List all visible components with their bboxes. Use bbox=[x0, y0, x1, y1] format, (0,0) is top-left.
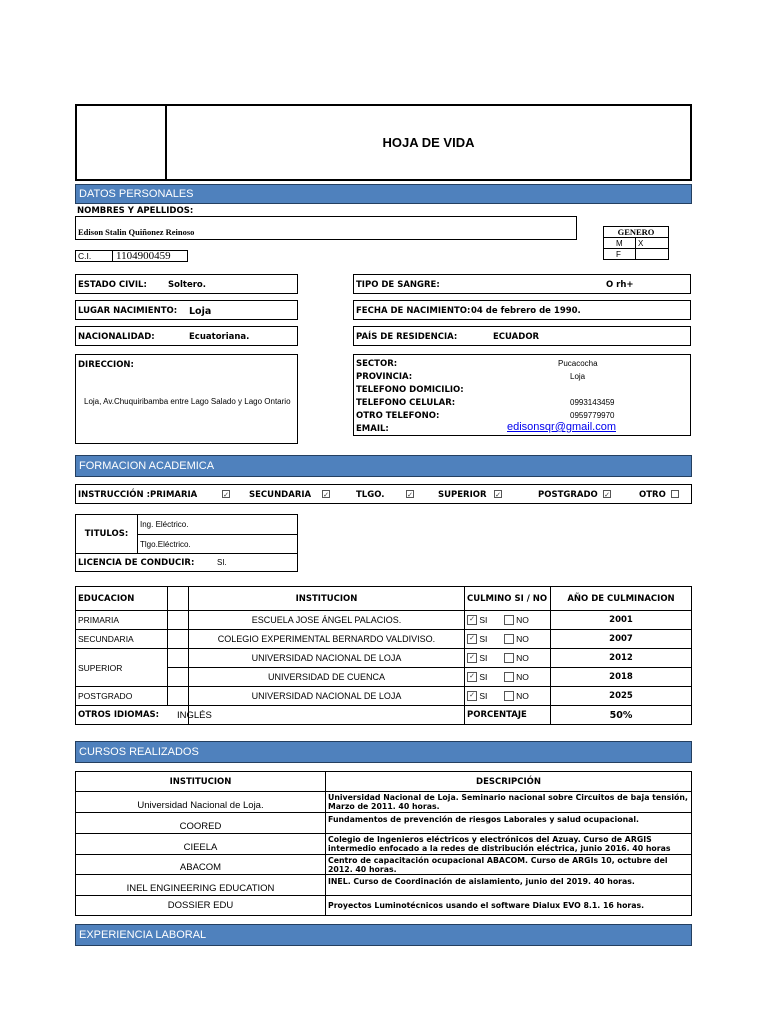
birthdate-value: 04 de febrero de 1990. bbox=[471, 306, 581, 316]
nationality-label: NACIONALIDAD: bbox=[78, 332, 155, 342]
table-row bbox=[76, 611, 692, 630]
edu-finished bbox=[465, 649, 551, 668]
table-row bbox=[76, 687, 692, 706]
gender-m-mark: X bbox=[635, 237, 669, 249]
level-postgrado: POSTGRADO bbox=[538, 490, 598, 500]
level-superior: SUPERIOR bbox=[438, 490, 487, 500]
page-title: HOJA DE VIDA bbox=[382, 135, 475, 150]
ci-label: C.I. bbox=[75, 250, 113, 262]
checkbox-secundaria[interactable]: ✓ bbox=[323, 491, 329, 499]
course-institution: DOSSIER EDU bbox=[76, 896, 326, 916]
si-label: SI bbox=[479, 633, 488, 644]
gender-table bbox=[603, 226, 669, 262]
address-value: Loja, Av.Chuquiribamba entre Lago Salado y Lago Ontario bbox=[84, 397, 291, 406]
no-checkbox[interactable] bbox=[504, 634, 514, 644]
si-checkbox[interactable]: ✓ bbox=[467, 615, 477, 625]
edu-finished bbox=[465, 668, 551, 687]
edu-finished bbox=[465, 611, 551, 630]
education-table bbox=[75, 586, 692, 725]
languages-row bbox=[76, 706, 692, 725]
section-personal: DATOS PERSONALES bbox=[75, 184, 692, 204]
nationality-field bbox=[75, 326, 298, 346]
table-row bbox=[76, 649, 692, 668]
license-row bbox=[75, 554, 298, 572]
gender-label: GENERO bbox=[603, 226, 669, 238]
civil-status-field bbox=[75, 274, 298, 294]
courses-header-description: DESCRIPCIÓN bbox=[326, 772, 692, 792]
header-year: AÑO DE CULMINACION bbox=[551, 587, 692, 611]
ci-value: 1104900459 bbox=[112, 250, 188, 262]
edu-level: SECUNDARIA bbox=[76, 630, 168, 649]
spacer-cell bbox=[168, 649, 189, 668]
no-label: NO bbox=[516, 690, 529, 701]
gender-f-mark bbox=[635, 248, 669, 260]
course-institution: ABACOM bbox=[76, 855, 326, 875]
birthdate-label: FECHA DE NACIMIENTO: bbox=[356, 306, 471, 316]
address-field bbox=[75, 354, 298, 444]
edu-institution: UNIVERSIDAD NACIONAL DE LOJA bbox=[189, 649, 465, 668]
si-checkbox[interactable]: ✓ bbox=[467, 691, 477, 701]
spacer-cell bbox=[168, 630, 189, 649]
courses-table bbox=[75, 771, 692, 916]
license-value: SI. bbox=[217, 558, 227, 567]
edu-institution: ESCUELA JOSE ÁNGEL PALACIOS. bbox=[189, 611, 465, 630]
civil-status-label: ESTADO CIVIL: bbox=[78, 280, 147, 290]
level-tlgo: TLGO. bbox=[356, 490, 385, 500]
province-label: PROVINCIA: bbox=[356, 372, 413, 382]
edu-institution: UNIVERSIDAD DE CUENCA bbox=[189, 668, 465, 687]
residence-label: PAÍS DE RESIDENCIA: bbox=[356, 332, 458, 342]
spacer-cell bbox=[168, 587, 189, 611]
percent-label: PORCENTAJE bbox=[465, 706, 551, 725]
edu-finished bbox=[465, 630, 551, 649]
spacer-cell bbox=[168, 611, 189, 630]
names-value: Edison Stalin Quiñonez Reinoso bbox=[78, 227, 195, 237]
table-row bbox=[76, 668, 692, 687]
edu-year: 2018 bbox=[551, 668, 692, 687]
sector-label: SECTOR: bbox=[356, 359, 398, 369]
edu-year: 2001 bbox=[551, 611, 692, 630]
table-row bbox=[76, 792, 692, 813]
no-checkbox[interactable] bbox=[504, 615, 514, 625]
birthplace-field bbox=[75, 300, 298, 320]
checkbox-otro[interactable] bbox=[671, 490, 679, 498]
home-phone-label: TELEFONO DOMICILIO: bbox=[356, 385, 464, 395]
table-row bbox=[76, 855, 692, 875]
courses-header-institution: INSTITUCION bbox=[76, 772, 326, 792]
course-description: Universidad Nacional de Loja. Seminario nacional sobre Circuitos de baja tensión, Marzo de 2011. 40 horas. bbox=[326, 792, 692, 813]
checkbox-primaria[interactable]: ✓ bbox=[223, 491, 229, 499]
title-1: Ing. Eléctrico. bbox=[137, 514, 298, 535]
license-label: LICENCIA DE CONDUCIR: bbox=[78, 558, 195, 568]
titles-label: TITULOS: bbox=[84, 529, 129, 539]
si-checkbox[interactable]: ✓ bbox=[467, 634, 477, 644]
spacer-cell bbox=[168, 687, 189, 706]
education-header-row bbox=[76, 587, 692, 611]
spacer-cell bbox=[168, 668, 189, 687]
table-row bbox=[76, 896, 692, 916]
si-label: SI bbox=[479, 652, 488, 663]
level-primaria: PRIMARIA bbox=[150, 490, 198, 500]
no-label: NO bbox=[516, 652, 529, 663]
edu-year: 2007 bbox=[551, 630, 692, 649]
civil-status-value: Soltero. bbox=[168, 280, 206, 290]
course-institution: CIEELA bbox=[76, 834, 326, 855]
edu-level: PRIMARIA bbox=[76, 611, 168, 630]
languages-value-text: INGLÉS bbox=[177, 709, 212, 721]
no-checkbox[interactable] bbox=[504, 653, 514, 663]
other-phone-value: 0959779970 bbox=[570, 411, 615, 420]
edu-institution: COLEGIO EXPERIMENTAL BERNARDO VALDIVISO. bbox=[189, 630, 465, 649]
table-row bbox=[76, 875, 692, 896]
level-secundaria: SECUNDARIA bbox=[249, 490, 312, 500]
instruction-row bbox=[75, 484, 692, 504]
table-row bbox=[76, 834, 692, 855]
header-box bbox=[75, 104, 692, 181]
section-experience: EXPERIENCIA LABORAL bbox=[75, 924, 692, 946]
birthplace-value: Loja bbox=[189, 306, 212, 317]
header-education: EDUCACION bbox=[76, 587, 168, 611]
edu-institution: UNIVERSIDAD NACIONAL DE LOJA bbox=[189, 687, 465, 706]
nationality-value: Ecuatoriana. bbox=[189, 332, 250, 342]
courses-header-row bbox=[76, 772, 692, 792]
cell-phone-label: TELEFONO CELULAR: bbox=[356, 398, 456, 408]
no-label: NO bbox=[516, 671, 529, 682]
logo-placeholder bbox=[77, 106, 167, 179]
province-value: Loja bbox=[570, 372, 586, 381]
header-finished: CULMINO SI / NO bbox=[465, 587, 551, 611]
birthplace-label: LUGAR NACIMIENTO: bbox=[78, 306, 178, 316]
gender-f-label: F bbox=[603, 248, 636, 260]
email-link[interactable]: edisonsqr@gmail.com bbox=[507, 421, 616, 433]
languages-label: OTROS IDIOMAS: bbox=[76, 706, 189, 725]
section-courses: CURSOS REALIZADOS bbox=[75, 741, 692, 763]
no-label: NO bbox=[516, 633, 529, 644]
course-institution: INEL ENGINEERING EDUCATION bbox=[76, 875, 326, 896]
sector-value: Pucacocha bbox=[558, 359, 598, 368]
edu-year: 2012 bbox=[551, 649, 692, 668]
blood-type-value: O rh+ bbox=[606, 280, 634, 290]
section-academic: FORMACION ACADEMICA bbox=[75, 455, 692, 477]
edu-finished bbox=[465, 687, 551, 706]
checkbox-postgrado[interactable]: ✓ bbox=[604, 491, 610, 499]
birthdate-field bbox=[353, 300, 691, 320]
names-label: NOMBRES Y APELLIDOS: bbox=[77, 206, 194, 216]
course-description: Colegio de Ingenieros eléctricos y electrónicos del Azuay. Curso de ARGIS intermedio enfocado a la redes de distribución eléctrica, junio 2016. 40 horas bbox=[326, 834, 692, 855]
edu-level: SUPERIOR bbox=[76, 649, 168, 687]
edu-year: 2025 bbox=[551, 687, 692, 706]
no-checkbox[interactable] bbox=[504, 672, 514, 682]
edu-level: POSTGRADO bbox=[76, 687, 168, 706]
checkbox-tlgo[interactable]: ✓ bbox=[407, 491, 413, 499]
table-row bbox=[76, 813, 692, 834]
course-institution: COORED bbox=[76, 813, 326, 834]
si-checkbox[interactable]: ✓ bbox=[467, 653, 477, 663]
titles-label-cell bbox=[75, 514, 138, 554]
email-label: EMAIL: bbox=[356, 424, 389, 434]
course-description: Fundamentos de prevención de riesgos Laborales y salud ocupacional. bbox=[326, 813, 692, 834]
si-checkbox[interactable]: ✓ bbox=[467, 672, 477, 682]
checkbox-superior[interactable]: ✓ bbox=[495, 491, 501, 499]
course-description: INEL. Curso de Coordinación de aislamiento, junio del 2019. 40 horas. bbox=[326, 875, 692, 896]
level-otro: OTRO bbox=[639, 490, 666, 500]
cell-phone-value: 0993143459 bbox=[570, 398, 615, 407]
si-label: SI bbox=[479, 671, 488, 682]
languages-value bbox=[177, 706, 465, 725]
course-institution: Universidad Nacional de Loja. bbox=[76, 792, 326, 813]
residence-value: ECUADOR bbox=[493, 332, 540, 342]
table-row bbox=[76, 630, 692, 649]
address-label: DIRECCION: bbox=[78, 360, 134, 370]
names-field bbox=[75, 216, 577, 240]
title-2: Tlgo.Eléctrico. bbox=[137, 534, 298, 554]
si-label: SI bbox=[479, 690, 488, 701]
contact-field bbox=[353, 354, 691, 436]
residence-field bbox=[353, 326, 691, 346]
blood-type-field bbox=[353, 274, 691, 294]
course-description: Centro de capacitación ocupacional ABACOM. Curso de ARGIs 10, octubre del 2012. 40 horas. bbox=[326, 855, 692, 875]
no-checkbox[interactable] bbox=[504, 691, 514, 701]
blood-type-label: TIPO DE SANGRE: bbox=[356, 280, 440, 290]
percent-value: 50% bbox=[551, 706, 692, 725]
instruction-label: INSTRUCCIÓN : bbox=[78, 490, 150, 500]
header-institution: INSTITUCION bbox=[189, 587, 465, 611]
no-label: NO bbox=[516, 614, 529, 625]
si-label: SI bbox=[479, 614, 488, 625]
other-phone-label: OTRO TELEFONO: bbox=[356, 411, 440, 421]
course-description: Proyectos Luminotécnicos usando el software Dialux EVO 8.1. 16 horas. bbox=[326, 896, 692, 916]
gender-m-label: M bbox=[603, 237, 636, 249]
